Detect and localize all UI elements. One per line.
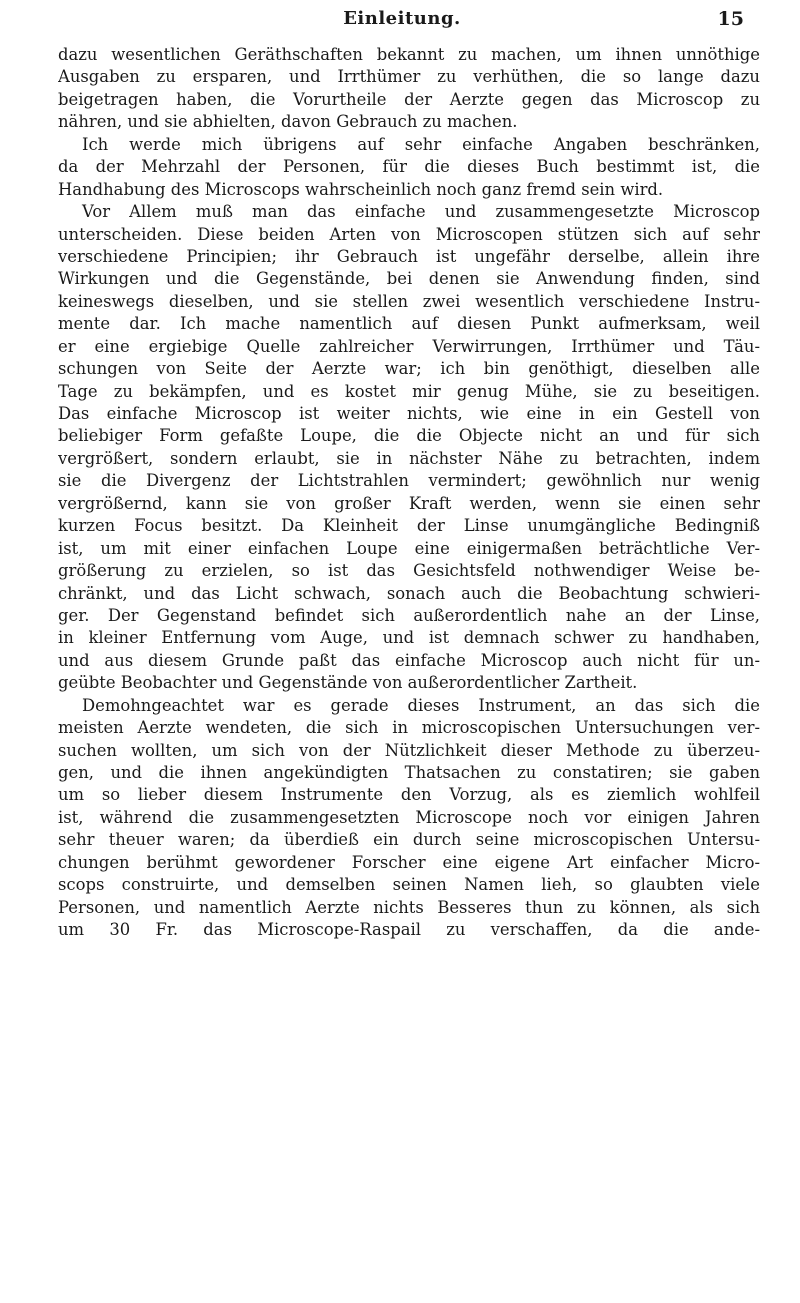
text-line: beigetragen haben, die Vorurtheile der Aerzte gegen das Microscop zu [58, 89, 760, 109]
text-line: er eine ergiebige Quelle zahlreicher Verwirrungen, Irrthümer und Täu- [58, 336, 760, 356]
text-line: verschiedene Principien; ihr Gebrauch ist ungefähr derselbe, allein ihre [58, 246, 760, 266]
text-line: Ausgaben zu ersparen, und Irrthümer zu verhüthen, die so lange dazu [58, 67, 760, 87]
running-title: Einleitung. [343, 8, 461, 29]
text-line: gen, und die ihnen angekündigten Thatsachen zu constatiren; sie gaben [58, 763, 760, 782]
text-line: ist, um mit einer einfachen Loupe eine einigermaßen beträchtliche Ver- [58, 538, 760, 558]
text-line: sie die Divergenz der Lichtstrahlen vermindert; gewöhnlich nur wenig [58, 471, 760, 491]
text-line: Tage zu bekämpfen, und es kostet mir genug Mühe, sie zu beseitigen. [58, 381, 760, 401]
text-line: größerung zu erzielen, so ist das Gesichtsfeld nothwendiger Weise be- [58, 561, 760, 581]
text-line: chränkt, und das Licht schwach, sonach auch die Beobachtung schwieri- [58, 583, 760, 603]
text-line: ist, während die zusammengesetzten Microscope noch vor einigen Jahren [58, 807, 760, 827]
text-line: um so lieber diesem Instrumente den Vorzug, als es ziemlich wohlfeil [58, 785, 760, 805]
text-line: sehr theuer waren; da überdieß ein durch seine microscopischen Untersu- [58, 830, 760, 850]
text-line: Personen, und namentlich Aerzte nichts Besseres thun zu können, als sich [58, 897, 760, 917]
text-line: keineswegs dieselben, und sie stellen zwei wesentlich verschiedene Instru- [58, 291, 760, 311]
text-line: um 30 Fr. das Microscope-Raspail zu verschaffen, da die ande- [58, 920, 760, 940]
text-line: in kleiner Entfernung vom Auge, und ist demnach schwer zu handhaben, [58, 628, 760, 648]
text-line: beliebiger Form gefaßte Loupe, die die Objecte nicht an und für sich [58, 426, 760, 446]
page-number: 15 [717, 8, 744, 30]
text-line: vergrößert, sondern erlaubt, sie in nächster Nähe zu betrachten, indem [58, 448, 760, 468]
text-line: dazu wesentlichen Geräthschaften bekannt zu machen, um ihnen unnöthige [58, 45, 760, 64]
text-line: geübte Beobachter und Gegenstände von außerordentlicher Zartheit. [58, 673, 638, 693]
text-line: und aus diesem Grunde paßt das einfache Microscop auch nicht für un- [58, 650, 760, 670]
text-line: scops construirte, und demselben seinen Namen lieh, so glaubten viele [58, 875, 760, 895]
text-line: vergrößernd, kann sie von großer Kraft werden, wenn sie einen sehr [58, 493, 760, 513]
body-text [58, 44, 760, 942]
text-line: mente dar. Ich mache namentlich auf diesen Punkt aufmerksam, weil [58, 314, 760, 334]
text-line: Demohngeachtet war es gerade dieses Instrument, an das sich die [82, 695, 760, 715]
text-line: Das einfache Microscop ist weiter nichts, wie eine in ein Gestell von [58, 404, 760, 423]
text-line: Ich werde mich übrigens auf sehr einfache Angaben beschränken, [82, 134, 760, 154]
text-line: schungen von Seite der Aerzte war; ich bin genöthigt, dieselben alle [58, 359, 760, 379]
text-line: Vor Allem muß man das einfache und zusammengesetzte Microscop [82, 202, 760, 222]
text-line: Wirkungen und die Gegenstände, bei denen sie Anwendung finden, sind [58, 269, 760, 289]
text-line: meisten Aerzte wendeten, die sich in microscopischen Untersuchungen ver- [58, 718, 760, 738]
text-line: ger. Der Gegenstand befindet sich außerordentlich nahe an der Linse, [58, 605, 760, 625]
page-header [60, 8, 744, 38]
text-line: Handhabung des Microscops wahrscheinlich noch ganz fremd sein wird. [58, 179, 664, 199]
text-line: da der Mehrzahl der Personen, für die dieses Buch bestimmt ist, die [58, 157, 760, 177]
text-line: nähren, und sie abhielten, davon Gebrauch zu machen. [58, 112, 518, 132]
text-line: kurzen Focus besitzt. Da Kleinheit der Linse unumgängliche Bedingniß [58, 516, 760, 536]
text-line: unterscheiden. Diese beiden Arten von Microscopen stützen sich auf sehr [58, 224, 760, 244]
text-line: suchen wollten, um sich von der Nützlichkeit dieser Methode zu überzeu- [58, 740, 760, 760]
text-line: chungen berühmt gewordener Forscher eine eigene Art einfacher Micro- [58, 852, 760, 872]
